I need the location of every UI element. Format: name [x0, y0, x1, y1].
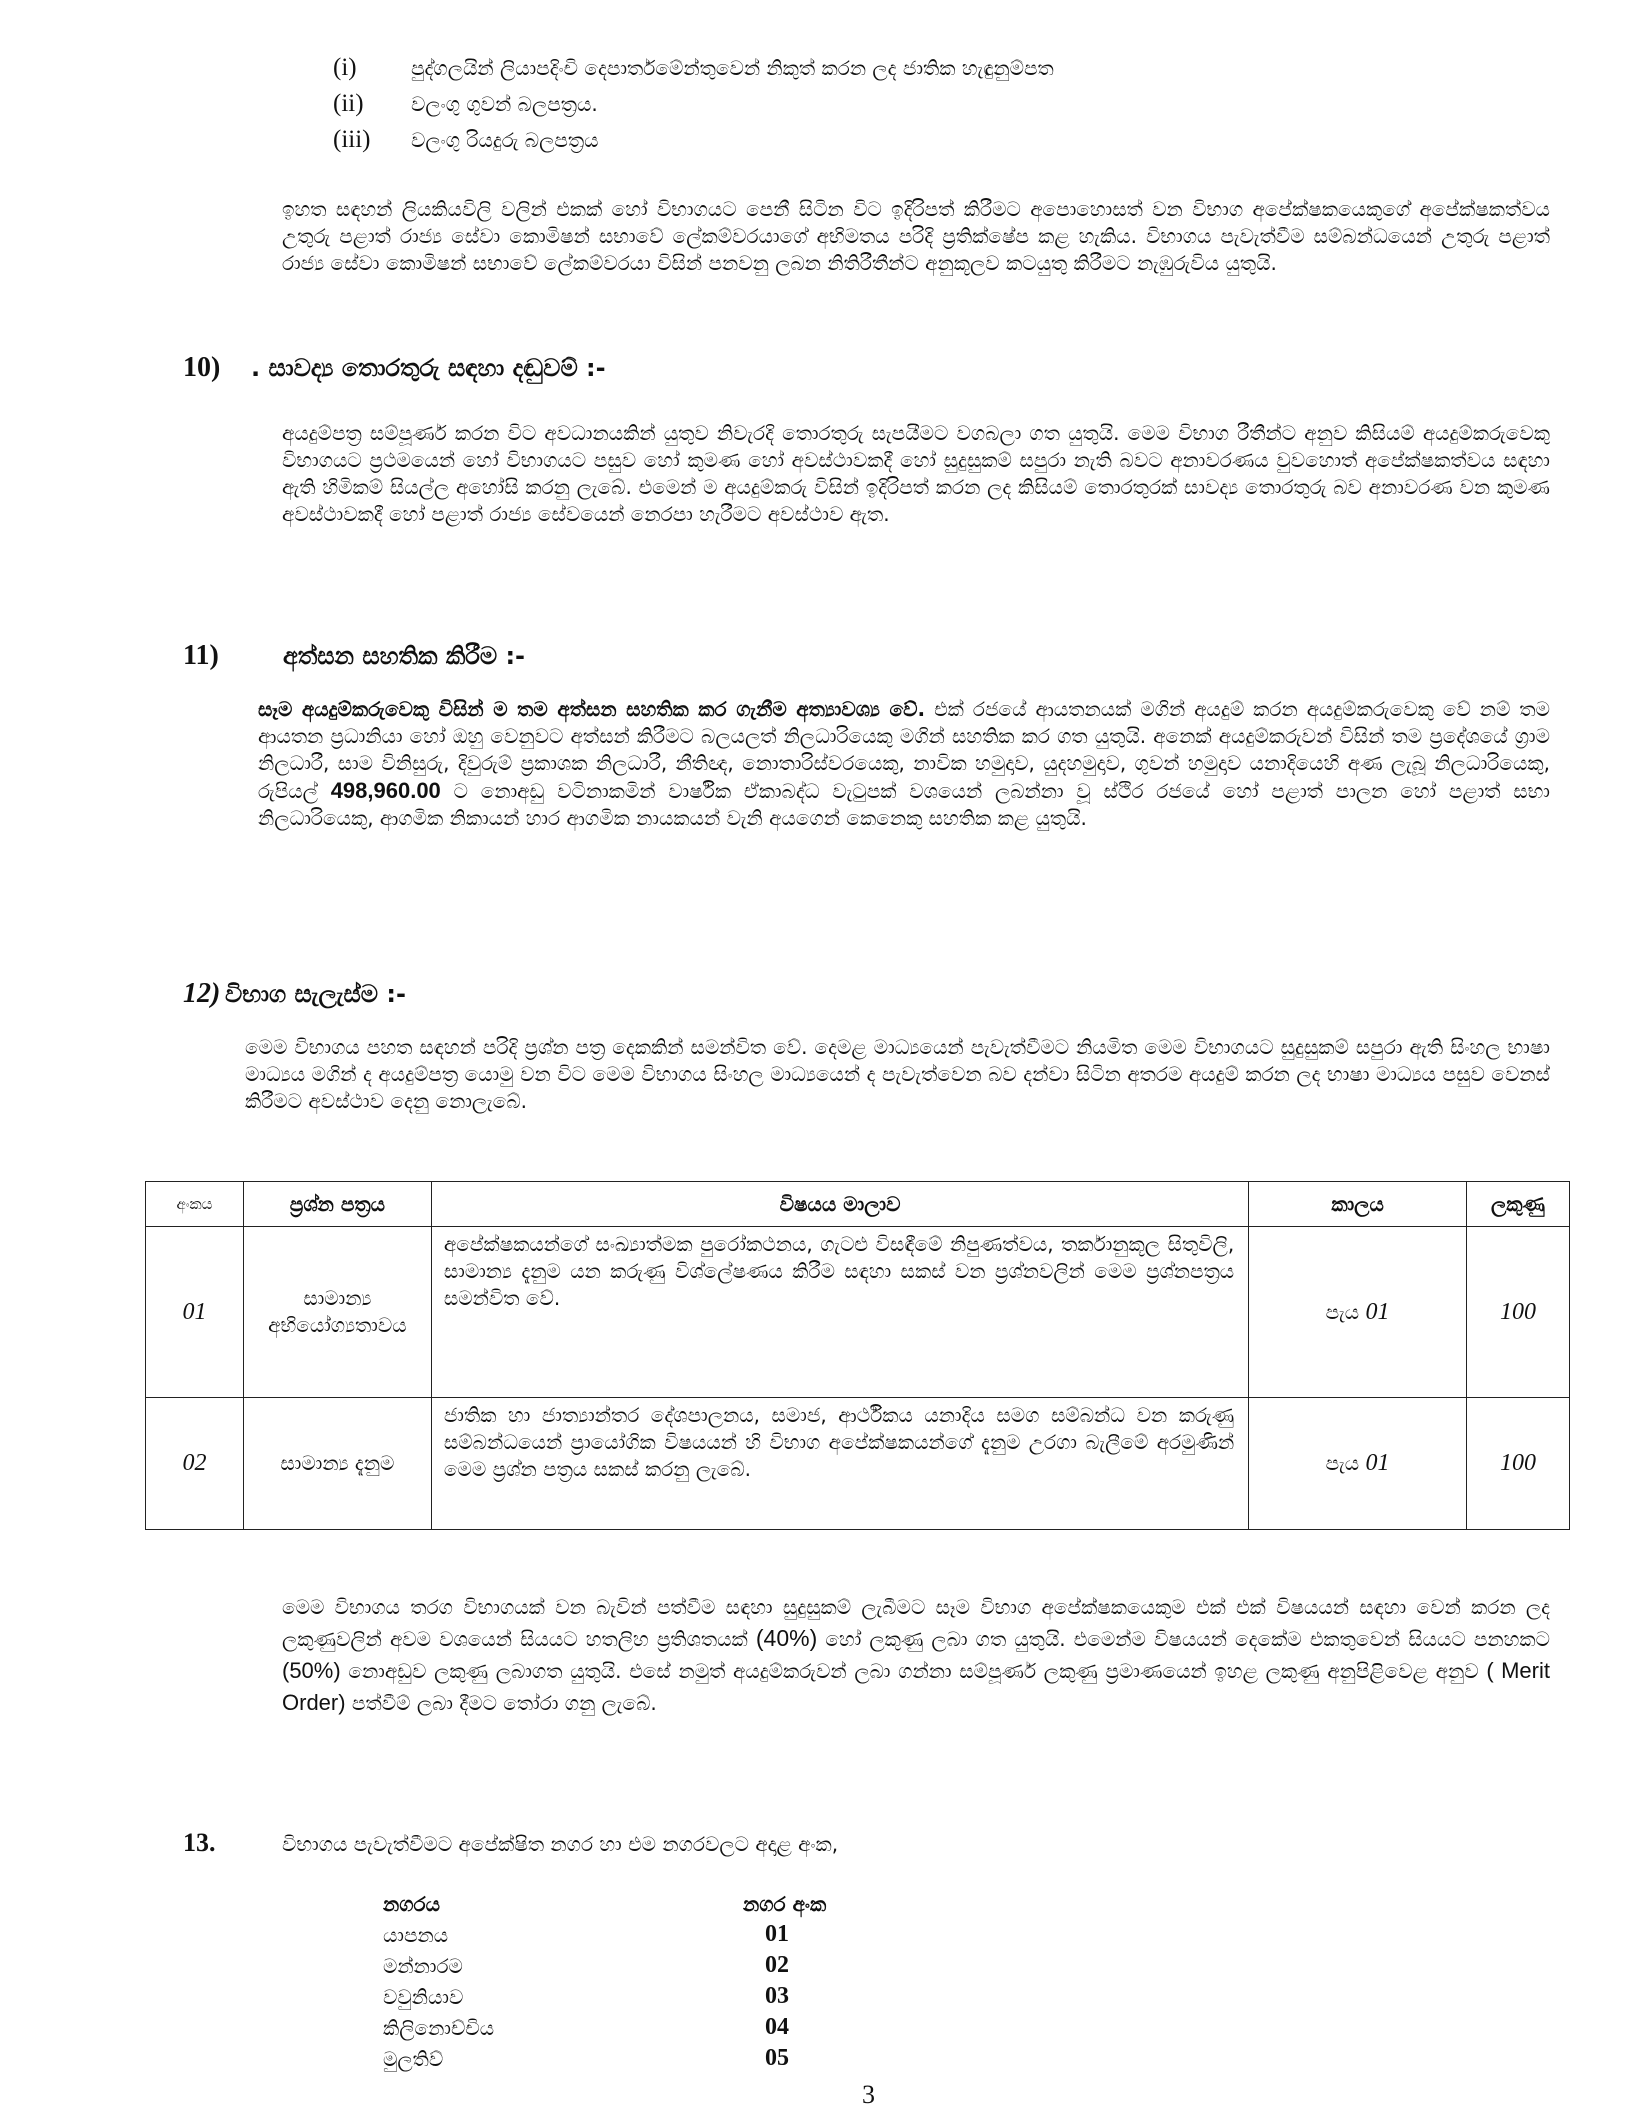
- table-row: [146, 1398, 1570, 1530]
- percent-50: (50%): [282, 1658, 341, 1683]
- cities-header-row: [383, 1888, 826, 1919]
- section-number: 13.: [183, 1828, 216, 1857]
- body-text: ට නොඅඩු වටිනාකමින් වාර්ෂික ඒකාබද්ධ වැටුපක් වශයෙන් ලබන්නා වූ ස්ථිර රජයේ හෝ පළාත් පාලන හෝ පළාත් සභා නිලධාරියෙකු, ආගමික නිකායන් හාර ආගමික නායකයන් වැනි අයගෙන් කෙනෙකු සහතික කළ යුතුයි.: [258, 779, 1551, 830]
- body-text: පත්වීම් ලබා දීමට තෝරා ගනු ලැබේ.: [345, 1691, 657, 1715]
- merit-order: ( Merit Order): [282, 1658, 1550, 1715]
- section-number: 11): [183, 640, 219, 671]
- duration-value: 01: [1365, 1298, 1390, 1325]
- list-item: [333, 86, 1054, 122]
- pass-marks-paragraph: [282, 1592, 1550, 1719]
- paper-marks: 100: [1467, 1398, 1570, 1530]
- section-title: අත්සන සහතික කිරීම :-: [283, 642, 526, 670]
- paper-name: සාමාන්‍ය දැනුම: [243, 1398, 431, 1530]
- list-item: [383, 2012, 826, 2043]
- percent-40: (40%): [755, 1625, 818, 1651]
- bold-lead-sentence: සෑම අයදුම්කරුවෙකු විසින් ම තම අත්සන සහතික කර ගැනීම අත්‍යාවශ්‍ය වේ.: [258, 697, 926, 721]
- section-12-body: මෙම විභාගය පහත සඳහන් පරිදි ප්‍රශ්න පත්‍ර දෙකකින් සමන්විත වේ. දෙමළ මාධ්‍යයෙන් පැවැත්වීමට නියමිත මෙම විභාගයට සුදුසුකම් සපුරා ඇති සිංහල භාෂා මාධ්‍යය මගින් ද අයදුම්පත්‍ර යොමු වන විට මෙම විභාගය සිංහල මාධ්‍යයෙන් ද පැවැත්වෙන බව දන්වා සිටින අතරම අයදුම් කරන ලද භාෂා මාධ්‍යය පසුව වෙනස් කිරීමට අවස්ථාව දෙනු නොලැබේ.: [245, 1035, 1550, 1113]
- paper-duration: [1249, 1227, 1467, 1398]
- list-item: [333, 122, 1054, 158]
- paper-marks: 100: [1467, 1227, 1570, 1398]
- page-number: 3: [862, 2080, 875, 2109]
- paper-syllabus: ජාතික හා ජාත්‍යාන්තර දේශපාලනය, සමාජ, ආර්ථිකය යනාදිය සමග සම්බන්ධ වන කරුණු සම්බන්ධයෙන් ප්‍රායෝගික විෂයයන් හි විභාග අපේක්ෂකයන්ගේ දැනුම උරගා බැලීමේ අරමුණින් මෙම ප්‍රශ්න පත්‍රය සකස් කරනු ලැබේ.: [431, 1398, 1248, 1530]
- duration-unit: පැය: [1325, 1451, 1360, 1475]
- city-name-header: නගරය: [383, 1891, 440, 1916]
- city-name: මුලතිව්: [383, 2046, 444, 2071]
- list-item-number: (ii): [333, 90, 364, 117]
- body-text: හෝ ලකුණු ලබා ගත යුතුයි. එමෙන්ම විෂයයන් දෙකේම එකතුවෙන් සියයට පනහකට: [817, 1627, 1550, 1651]
- city-name: යාපනය: [383, 1922, 449, 1947]
- list-item: [383, 2043, 826, 2074]
- column-header: අංකය: [146, 1182, 244, 1227]
- list-item-number: (iii): [333, 126, 371, 153]
- paper-syllabus: අපේක්ෂකයන්ගේ සංඛ්‍යාත්මක පුරෝකථනය, ගැටළු විසඳීමේ නිපුණත්වය, තර්කානුකූල සිතුවිලි, සාමාන්‍ය දැනුම යන කරුණු විශ්ලේෂණය කිරීම සඳහා සකස් වන ප්‍රශ්නවලින් මෙම ප්‍රශ්නපත්‍රය සමන්විත වේ.: [431, 1227, 1248, 1398]
- city-code: 01: [765, 1921, 789, 1947]
- duration-value: 01: [1365, 1450, 1390, 1476]
- body-text: එක් රජයේ ආයතනයක් මගින් අයදුම් කරන අයදුම්කරුවෙකු වේ නම් තම ආයතන ප්‍රධානියා හෝ ඔහු වෙනුවට අත්සන් කිරීමට බලයලත් නිලධාරියෙකු මගින් සහතික කර ගත යුතුයි. අනෙක් අයදුම්කරුවන් විසින් තම ප්‍රදේශයේ ග්‍රාම නිලධාරී, සාම විනිසුරු, දිවුරුම් ප්‍රකාශක නිලධාරී, නීතිඥ, නොතාරිස්වරයෙකු, නාවික හමුදාව, යුදහමුදාව, ගුවන් හමුදාව යනාදියෙහි අණ ලැබූ නිලධාරියෙකු, රුපියල්: [258, 697, 1551, 803]
- exam-cities-list: [383, 1888, 826, 2074]
- paper-name: සාමාන්‍ය අභියෝග්‍යතාවය: [243, 1227, 431, 1398]
- section-11-body: [258, 696, 1550, 832]
- city-code: 03: [765, 1983, 789, 2009]
- body-text: මෙම විභාගය තරග විභාගයක් වන බැවින් පත්වීම සඳහා සුදුසුකම් ලැබීමට සෑම විභාග අපේක්ෂකයෙකුම එක් එක් විෂයයන් සඳහා වෙන් කරන ලද ලකුණුවලින් අවම වශයෙන් සියයට හතලිහ ප්‍රතිශතයක්: [282, 1595, 1550, 1651]
- column-header: ප්‍රශ්න පත්‍රය: [243, 1182, 431, 1227]
- section-11-heading: [183, 640, 525, 672]
- column-header: ලකුණු: [1467, 1182, 1570, 1227]
- list-item: [383, 1950, 826, 1981]
- column-header: විෂයය මාලාව: [431, 1182, 1248, 1227]
- list-item-text: පුද්ගලයින් ලියාපදිංචි දෙපාර්තමේන්තුවෙන් නිකුත් කරන ලද ජාතික හැඳුනුම්පත: [411, 56, 1054, 80]
- section-10-heading: [183, 352, 606, 384]
- exam-structure-table: [145, 1181, 1570, 1530]
- section-text: විභාගය පැවැත්වීමට අපේක්ෂිත නගර හා එම නගරවලට අදාළ අංක,: [282, 1832, 839, 1856]
- section-title: විභාග සැලැස්ම :-: [225, 980, 406, 1008]
- city-code: 05: [765, 2045, 789, 2071]
- city-code: 04: [765, 2014, 789, 2040]
- section-12-heading: [183, 978, 406, 1010]
- id-documents-paragraph: ඉහත සඳහන් ලියකියවිලි වලින් එකක් හෝ විභාගයට පෙනී සිටින විට ඉදිරිපත් කිරීමට අපොහොසත් වන විභාග අපේක්ෂකයෙකුගේ අපේක්ෂකත්වය උතුරු පළාත් රාජ්‍ය සේවා කොමිෂන් සභාවේ ලේකම්වරයාගේ අභිමතය පරිදි ප්‍රතික්ෂේප කළ හැකිය. විභාගය පැවැත්වීම සම්බන්ධයෙන් උතුරු පළාත් රාජ්‍ය සේවා කොමිෂන් සභාවේ ලේකම්වරයා විසින් පනවනු ලබන නිතිරීතීන්ට අනුකූලව කටයුතු කිරීමට නැඹුරුවිය යුතුයි.: [282, 197, 1550, 275]
- list-item-text: වලංගු ගුවන් බලපත්‍රය.: [411, 92, 598, 116]
- paper-duration: [1249, 1398, 1467, 1530]
- list-item-number: (i): [333, 54, 357, 81]
- body-text: නොඅඩුව ලකුණු ලබාගත යුතුයි. එසේ නමුත් අයදුම්කරුවන් ලබා ගන්නා සම්පූර්ණ ලකුණු ප්‍රමාණයෙන් ඉහළ ලකුණු අනුපිළිවෙළ අනුව: [340, 1659, 1487, 1683]
- paper-number: 01: [146, 1227, 244, 1398]
- city-name: කිලිනොච්චිය: [383, 2015, 495, 2040]
- table-row: [146, 1227, 1570, 1398]
- list-item: [383, 1919, 826, 1950]
- city-code-header: නගර අංක: [743, 1891, 827, 1916]
- required-documents-list: [333, 50, 1054, 158]
- paper-number: 02: [146, 1398, 244, 1530]
- city-name: මන්නාරම: [383, 1953, 463, 1978]
- section-number: 10): [183, 352, 221, 383]
- list-item: [333, 50, 1054, 86]
- column-header: කාලය: [1249, 1182, 1467, 1227]
- salary-amount: 498,960.00: [330, 778, 441, 803]
- section-13-heading: [183, 1828, 838, 1858]
- city-name: වවුනියාව: [383, 1984, 464, 2009]
- section-10-body: අයදුම්පත්‍ර සම්පූර්ණ කරන විට අවධානයකින් යුතුව නිවැරදි තොරතුරු සැපයීමට වගබලා ගත යුතුයි. මෙම විභාග රීතීන්ට අනුව කිසියම් අයදුම්කරුවෙකු විභාගයට ප්‍රථමයෙන් හෝ විභාගයට පසුව හෝ කුමණ හෝ අවස්ථාවකදී හෝ සුදුසුකම් සපුරා නැති බවට අනාවරණය වුවහොත් අපේක්ෂකත්වය සඳහා ඇති හිමිකම් සියල්ල අහෝසි කරනු ලැබේ. එමෙන් ම අයදුම්කරු විසින් ඉදිරිපත් කරන ලද කිසියම් තොරතුරක් සාවද්‍ය තොරතුරු බව අනාවරණ වන කුමණ අවස්ථාවකදී හෝ පළාත් රාජ්‍ය සේවයෙන් නෙරපා හැරීමට අවස්ථාව ඇත.: [282, 421, 1550, 526]
- list-item: [383, 1981, 826, 2012]
- section-title: . සාවද්‍ය තොරතුරු සඳහා දඬුවම් :-: [251, 354, 606, 382]
- section-number: 12): [183, 978, 221, 1009]
- city-code: 02: [765, 1952, 789, 1978]
- list-item-text: වලංගු රියදුරු බලපත්‍රය: [411, 128, 599, 152]
- table-header-row: [146, 1182, 1570, 1227]
- duration-unit: පැය: [1325, 1299, 1360, 1324]
